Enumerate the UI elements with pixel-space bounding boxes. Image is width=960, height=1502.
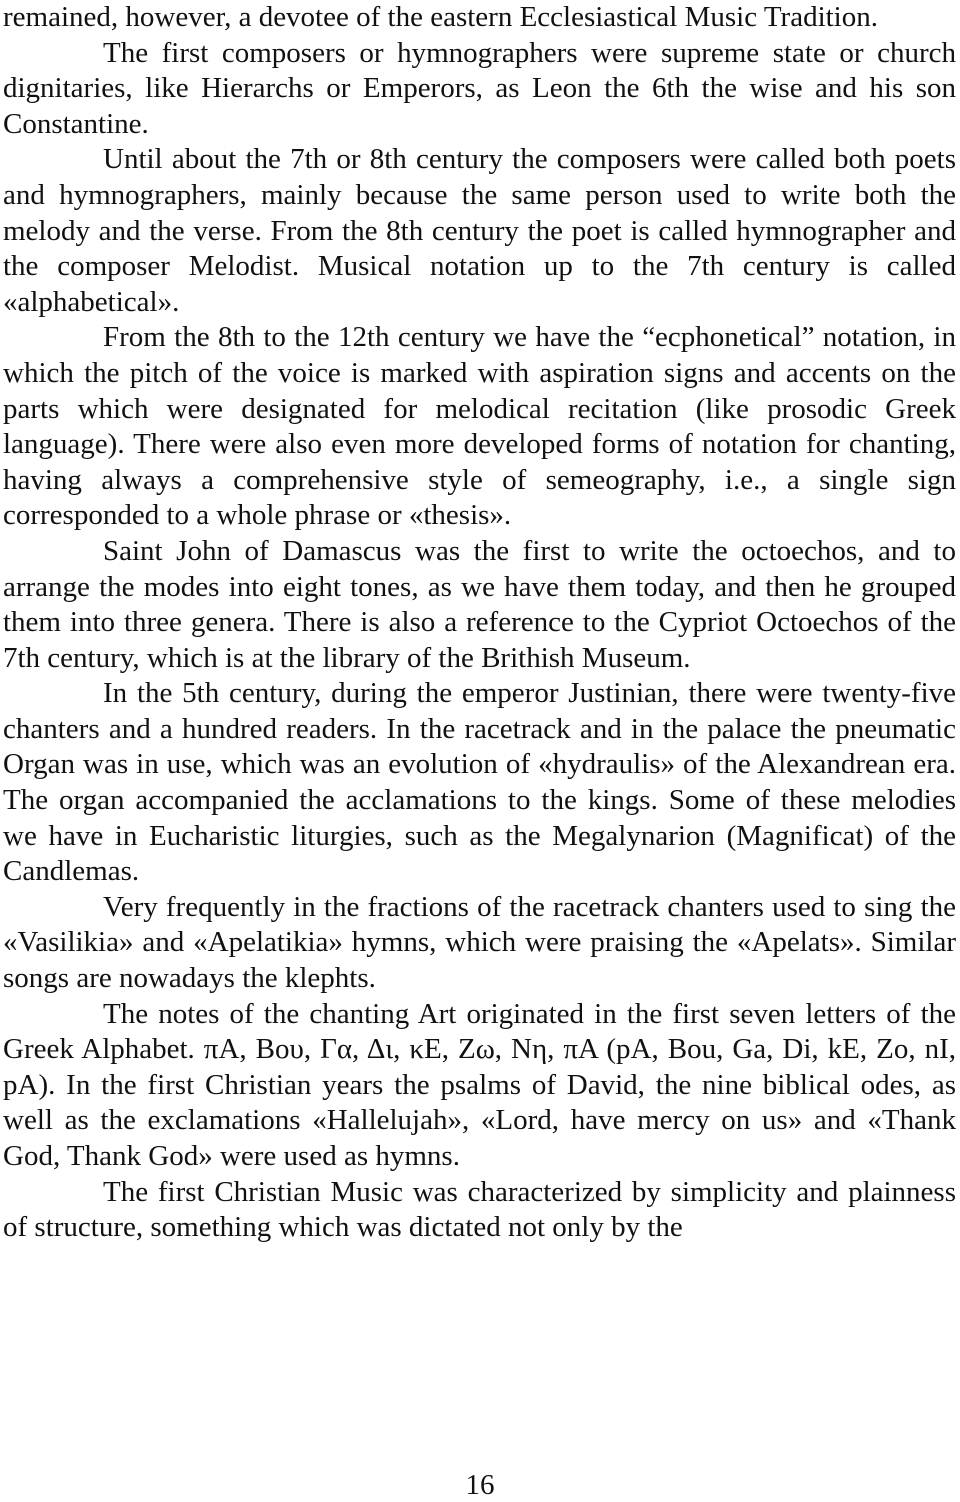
paragraph: The first composers or hymnographers were supreme state or church dignitaries, like Hierarchs or Emperors, as Leon the 6th the wise and his son Constantine.: [3, 36, 956, 140]
paragraph-continuation: remained, however, a devotee of the eastern Ecclesiastical Music Tradition.: [3, 1, 878, 33]
paragraph: Saint John of Damascus was the first to write the octoechos, and to arrange the modes into eight tones, as we have them today, and then he grouped them into three genera. There is also a reference to the Cypriot Octoechos of the 7th century, which is at the library of the Brithish Museum.: [3, 534, 956, 674]
page-number: 16: [465, 1469, 495, 1501]
paragraph: The first Christian Music was characterized by simplicity and plainness of structure, something which was dictated not only by the: [3, 1175, 956, 1244]
body-text: [3, 0, 956, 1246]
paragraph: The notes of the chanting Art originated in the first seven letters of the Greek Alphabet. πA, Bου, Γα, Δι, κE, Zω, Nη, πA (pA, Bou, Ga, Di, kE, Zo, nI, pA). In the first Christian years the psalms of David, the nine biblical odes, as well as the exclamations «Hallelujah», «Lord, have mercy on us» and «Thank God, Thank God» were used as hymns.: [3, 997, 956, 1172]
paragraph: From the 8th to the 12th century we have the “ecphonetical” notation, in which the pitch of the voice is marked with aspiration signs and accents on the parts which were designated for melodical recitation (like prosodic Greek language). There were also even more developed forms of notation for chanting, having always a comprehensive style of semeography, i.e., a single sign corresponded to a whole phrase or «thesis».: [3, 321, 956, 532]
paragraph: Very frequently in the fractions of the racetrack chanters used to sing the «Vasilikia» and «Apelatikia» hymns, which were praising the «Apelats». Similar songs are nowadays the klephts.: [3, 890, 956, 995]
paragraph: In the 5th century, during the emperor Justinian, there were twenty-five chanters and a hundred readers. In the racetrack and in the palace the pneumatic Organ was in use, which was an evolution of «hydraulis» of the Alexandrean era. The organ accompanied the acclamations to the kings. Some of these melodies we have in Eucharistic liturgies, such as the Megalynarion (Magnificat) of the Candlemas.: [3, 677, 956, 888]
paragraph: Until about the 7th or 8th century the composers were called both poets and hymnographers, mainly because the same person used to write both the melody and the verse. From the 8th century the poet is called hymnographer and the composer Melodist. Musical notation up to the 7th century is called «alphabetical».: [3, 143, 956, 318]
